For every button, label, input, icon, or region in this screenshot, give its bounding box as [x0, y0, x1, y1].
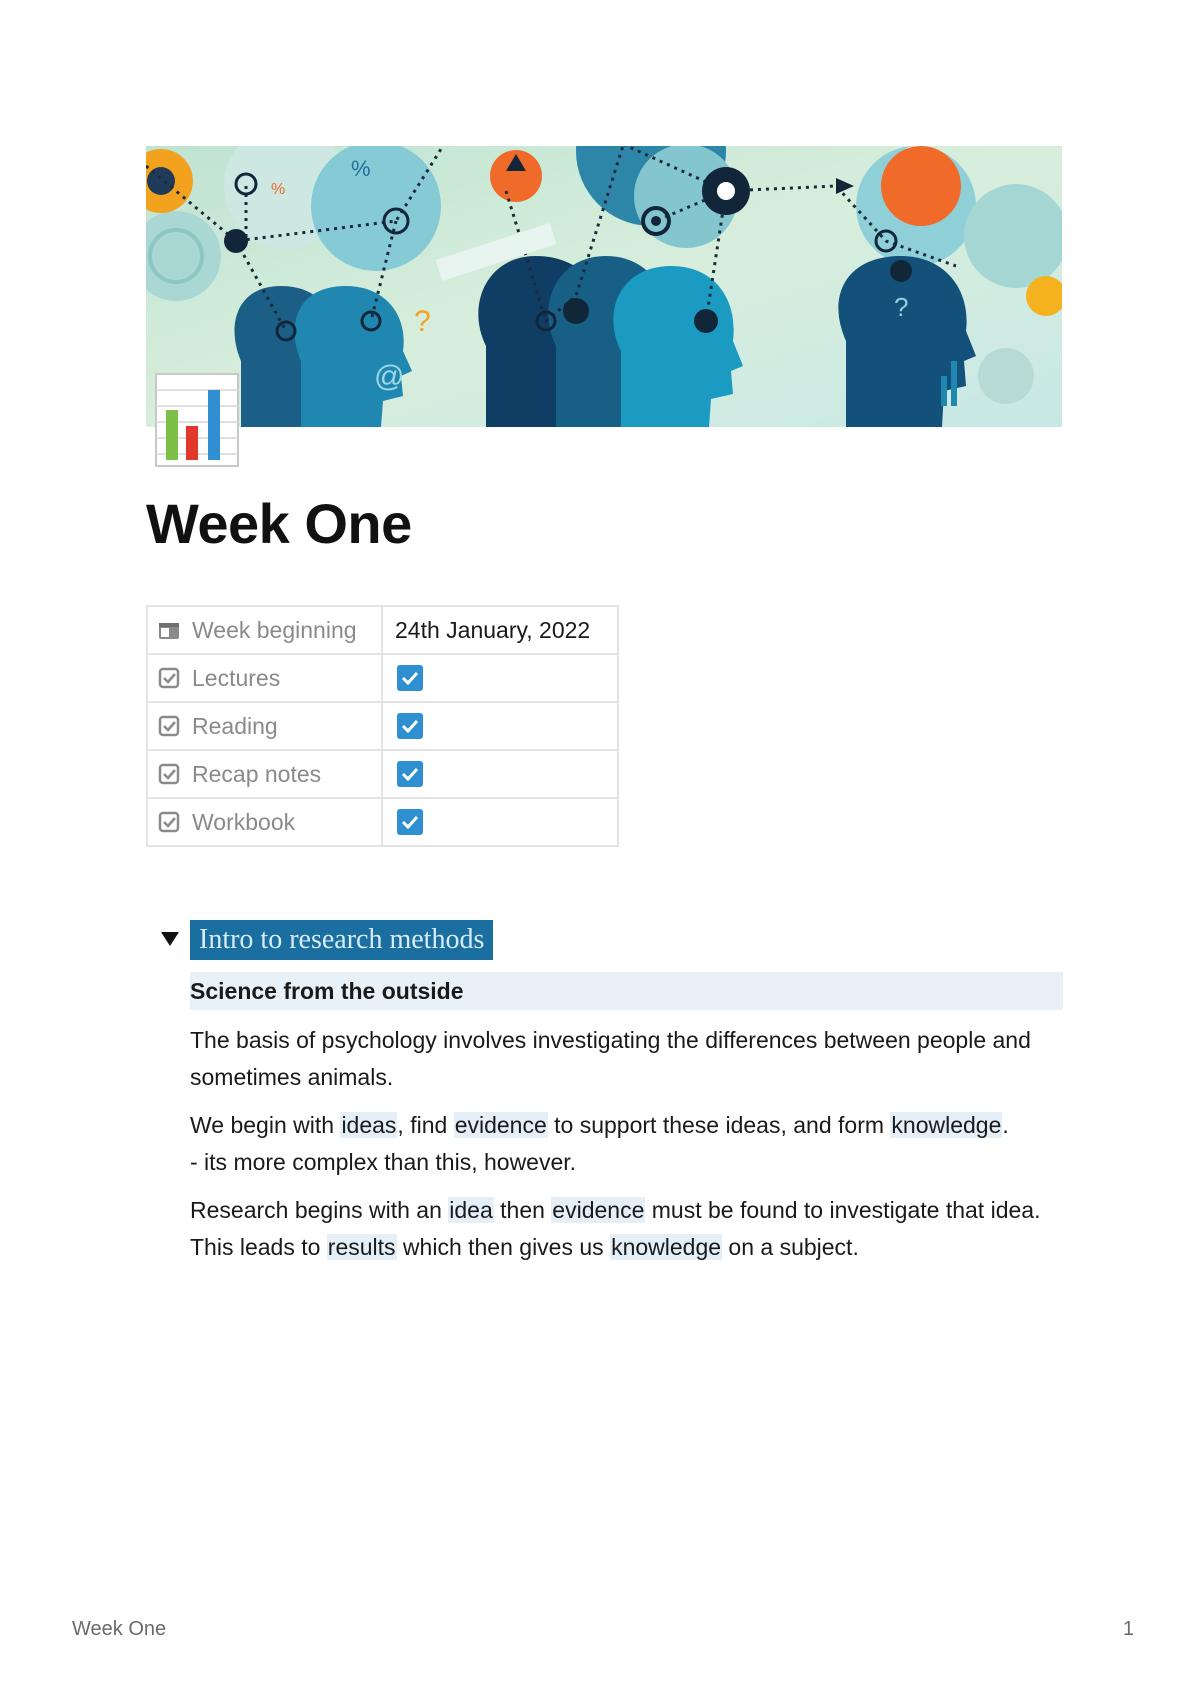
property-value-cell — [382, 654, 618, 702]
checked-checkbox[interactable] — [397, 713, 423, 739]
highlighted-term: ideas — [341, 1112, 397, 1138]
property-label: Workbook — [192, 808, 296, 835]
checkbox-property-icon — [158, 811, 180, 833]
highlighted-term: evidence — [454, 1112, 547, 1138]
svg-text:?: ? — [894, 292, 909, 322]
highlighted-term: knowledge — [611, 1234, 722, 1260]
text: - its more complex than this, however. — [190, 1149, 577, 1175]
bar-chart-icon — [152, 352, 242, 472]
properties-table — [146, 605, 619, 847]
callout-subheading — [190, 972, 1063, 1010]
page-title: Week One — [146, 492, 412, 555]
property-value-cell — [382, 798, 618, 846]
property-name-cell[interactable] — [147, 798, 382, 846]
svg-text:%: % — [351, 156, 371, 181]
svg-text:?: ? — [414, 305, 431, 338]
highlighted-term: knowledge — [891, 1112, 1002, 1138]
highlighted-term: results — [327, 1234, 396, 1260]
property-value-cell — [382, 702, 618, 750]
property-label: Lectures — [192, 664, 281, 691]
highlighted-term: evidence — [552, 1197, 645, 1223]
property-value-cell[interactable] — [382, 606, 618, 654]
text: to support these ideas, and form — [547, 1112, 891, 1138]
property-name-cell[interactable] — [147, 606, 382, 654]
checkbox-property-icon — [158, 715, 180, 737]
checkbox-property-icon — [158, 667, 180, 689]
checked-checkbox[interactable] — [397, 665, 423, 691]
cover-image — [146, 146, 1062, 427]
checked-checkbox[interactable] — [397, 761, 423, 787]
text: We begin with — [190, 1112, 341, 1138]
toggle-triangle-icon[interactable] — [160, 930, 180, 948]
property-label: Reading — [192, 712, 278, 739]
property-name-cell[interactable] — [147, 702, 382, 750]
property-name-cell[interactable] — [147, 750, 382, 798]
text: , find — [397, 1112, 454, 1138]
property-row-reading — [147, 702, 618, 750]
footer-title: Week One — [72, 1618, 167, 1640]
subheading-text: Science from the outside — [190, 978, 464, 1004]
text: then — [493, 1197, 552, 1223]
property-row-lectures — [147, 654, 618, 702]
text: must be found to investigate that idea. This leads to — [190, 1197, 1041, 1260]
property-label: Week beginning — [192, 616, 357, 643]
paragraph-3 — [190, 1192, 1070, 1266]
checked-checkbox[interactable] — [397, 809, 423, 835]
property-name-cell[interactable] — [147, 654, 382, 702]
text: . — [1002, 1112, 1009, 1138]
property-label: Recap notes — [192, 760, 322, 787]
paragraph-2 — [190, 1107, 1070, 1181]
page-number: 1 — [1122, 1618, 1134, 1640]
svg-text:%: % — [271, 181, 286, 198]
property-value-cell — [382, 750, 618, 798]
text: Research begins with an — [190, 1197, 449, 1223]
text: which then gives us — [396, 1234, 611, 1260]
property-row-recap-notes — [147, 750, 618, 798]
checkbox-property-icon — [158, 763, 180, 785]
svg-text:@: @ — [374, 360, 405, 393]
date-value: 24th January, 2022 — [395, 616, 591, 643]
highlighted-term: idea — [449, 1197, 493, 1223]
property-row-week-beginning — [147, 606, 618, 654]
property-row-workbook — [147, 798, 618, 846]
text: on a subject. — [722, 1234, 859, 1260]
toggle-heading[interactable]: Intro to research methods — [190, 920, 493, 960]
calendar-icon — [158, 619, 180, 641]
paragraph-1: The basis of psychology involves investigating the differences between people and sometimes animals. — [190, 1027, 1031, 1090]
